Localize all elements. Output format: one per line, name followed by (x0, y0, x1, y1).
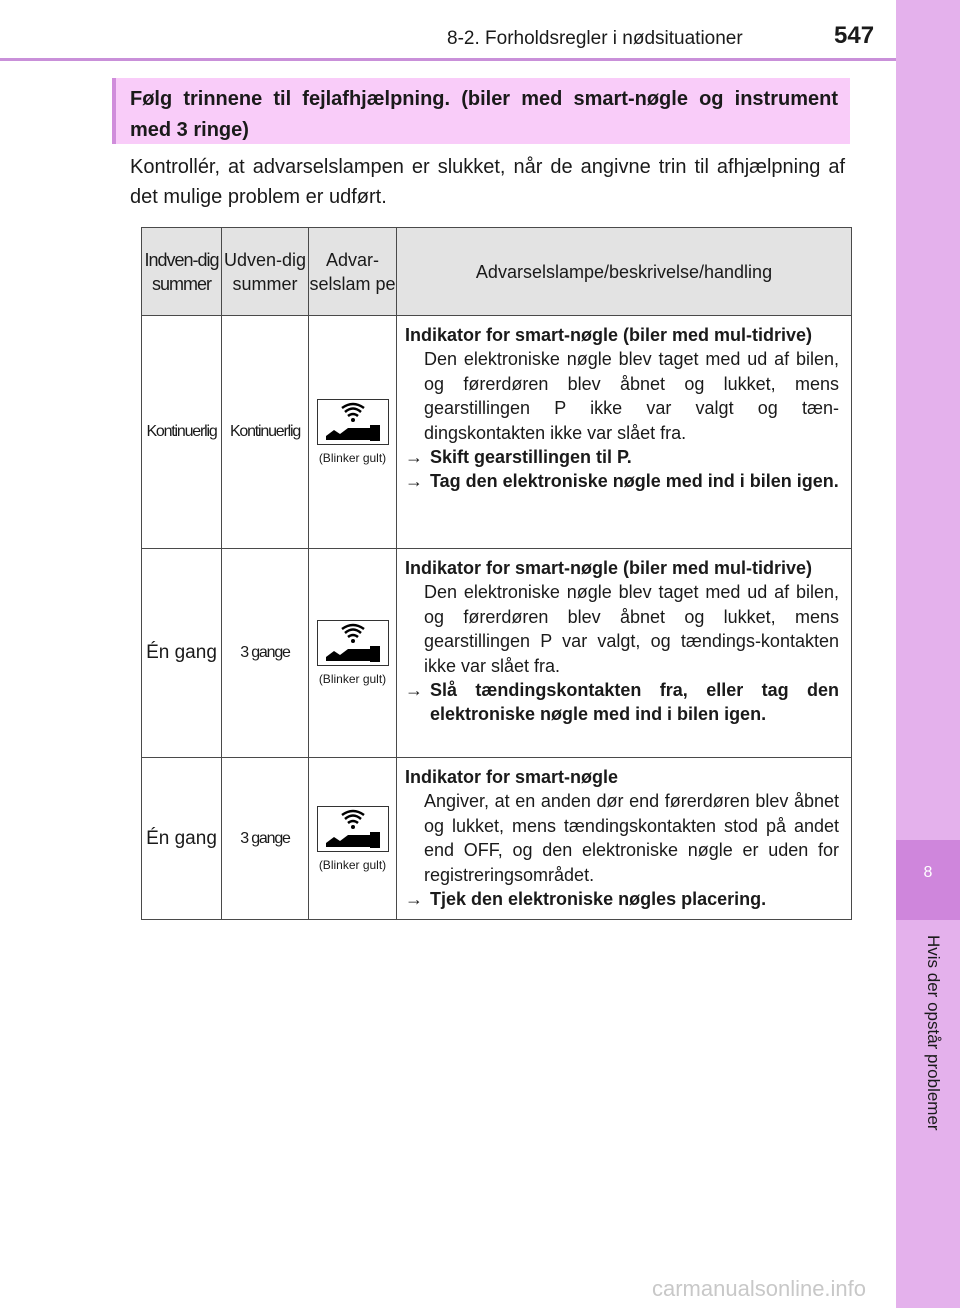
chapter-number: 8 (923, 864, 933, 881)
table-row (142, 316, 852, 549)
action-item: → Tag den elektroniske nøgle med ind i bilen igen. (405, 469, 839, 493)
warning-table (141, 227, 852, 920)
warning-lamp-cell (309, 316, 397, 549)
description-cell (397, 316, 852, 549)
header-warning-lamp: Advar-selslam pe (309, 228, 397, 316)
inside-buzzer-cell: Kontinuerlig (142, 316, 222, 549)
indicator-title: Indikator for smart-nøgle (biler med mul-tidrive) (405, 558, 813, 578)
arrow-right-icon: → (405, 471, 423, 492)
inside-buzzer-cell: Én gang (142, 758, 222, 920)
indicator-description: Den elektroniske nøgle blev taget med ud af bilen, og førerdøren blev åbnet og lukket, mens gearstillingen P var valgt, og tændings-kontakten ikke var slået fra. (424, 582, 839, 676)
inside-buzzer-cell: Én gang (142, 549, 222, 758)
lamp-caption: (Blinker gult) (318, 672, 387, 686)
header-outside-buzzer: Udven-dig summer (222, 228, 309, 316)
outside-buzzer-cell: Kontinuerlig (222, 316, 309, 549)
watermark: carmanualsonline.info (652, 1276, 867, 1301)
lamp-caption: (Blinker gult) (318, 451, 387, 465)
instruction-box: Følg trinnene til fejlafhjælpning. (biler med smart-nøgle og instrument med 3 ringe) (112, 78, 850, 144)
page-number: 547 (834, 22, 875, 49)
indicator-title: Indikator for smart-nøgle (405, 767, 619, 787)
arrow-right-icon: → (405, 447, 423, 468)
warning-lamp-cell (309, 758, 397, 920)
arrow-right-icon: → (405, 680, 423, 701)
intro-paragraph: Kontrollér, at advarselslampen er slukket, når de angivne trin til afhjælpning af det mulige problem er udført. (130, 156, 845, 208)
outside-buzzer-cell: 3 gange (222, 549, 309, 758)
header-divider (0, 58, 896, 61)
indicator-description: Angiver, at en anden dør end førerdøren blev åbnet og lukket, mens tændingskontakten stod på andet end OFF, og den elektroniske nøgle er uden for registreringsområdet. (424, 791, 839, 885)
warning-lamp-cell (309, 549, 397, 758)
table-row (142, 758, 852, 920)
table-row (142, 549, 852, 758)
smart-key-icon (317, 806, 389, 852)
outside-buzzer-cell: 3 gange (222, 758, 309, 920)
smart-key-icon (317, 399, 389, 445)
header-inside-buzzer: Indven-dig summer (142, 228, 222, 316)
action-item: → Tjek den elektroniske nøgles placering. (405, 887, 839, 911)
action-item: → Skift gearstillingen til P. (405, 445, 839, 469)
arrow-right-icon: → (405, 889, 423, 910)
section-title: 8-2. Forholdsregler i nødsituationer (447, 28, 743, 49)
header-description: Advarselslampe/beskrivelse/handling (397, 228, 852, 316)
chapter-title: Hvis der opstår problemer (924, 935, 943, 1131)
indicator-title: Indikator for smart-nøgle (biler med mul-tidrive) (405, 325, 813, 345)
lamp-caption: (Blinker gult) (318, 857, 387, 872)
description-cell (397, 758, 852, 920)
description-cell (397, 549, 852, 758)
smart-key-icon (317, 620, 389, 666)
action-item: → Slå tændingskontakten fra, eller tag den elektroniske nøgle med ind i bilen igen. (405, 678, 839, 727)
indicator-description: Den elektroniske nøgle blev taget med ud af bilen, og førerdøren blev åbnet og lukket, mens gearstillingen P ikke var valgt og tæn-dingskontakten ikke var slået fra. (424, 349, 839, 443)
